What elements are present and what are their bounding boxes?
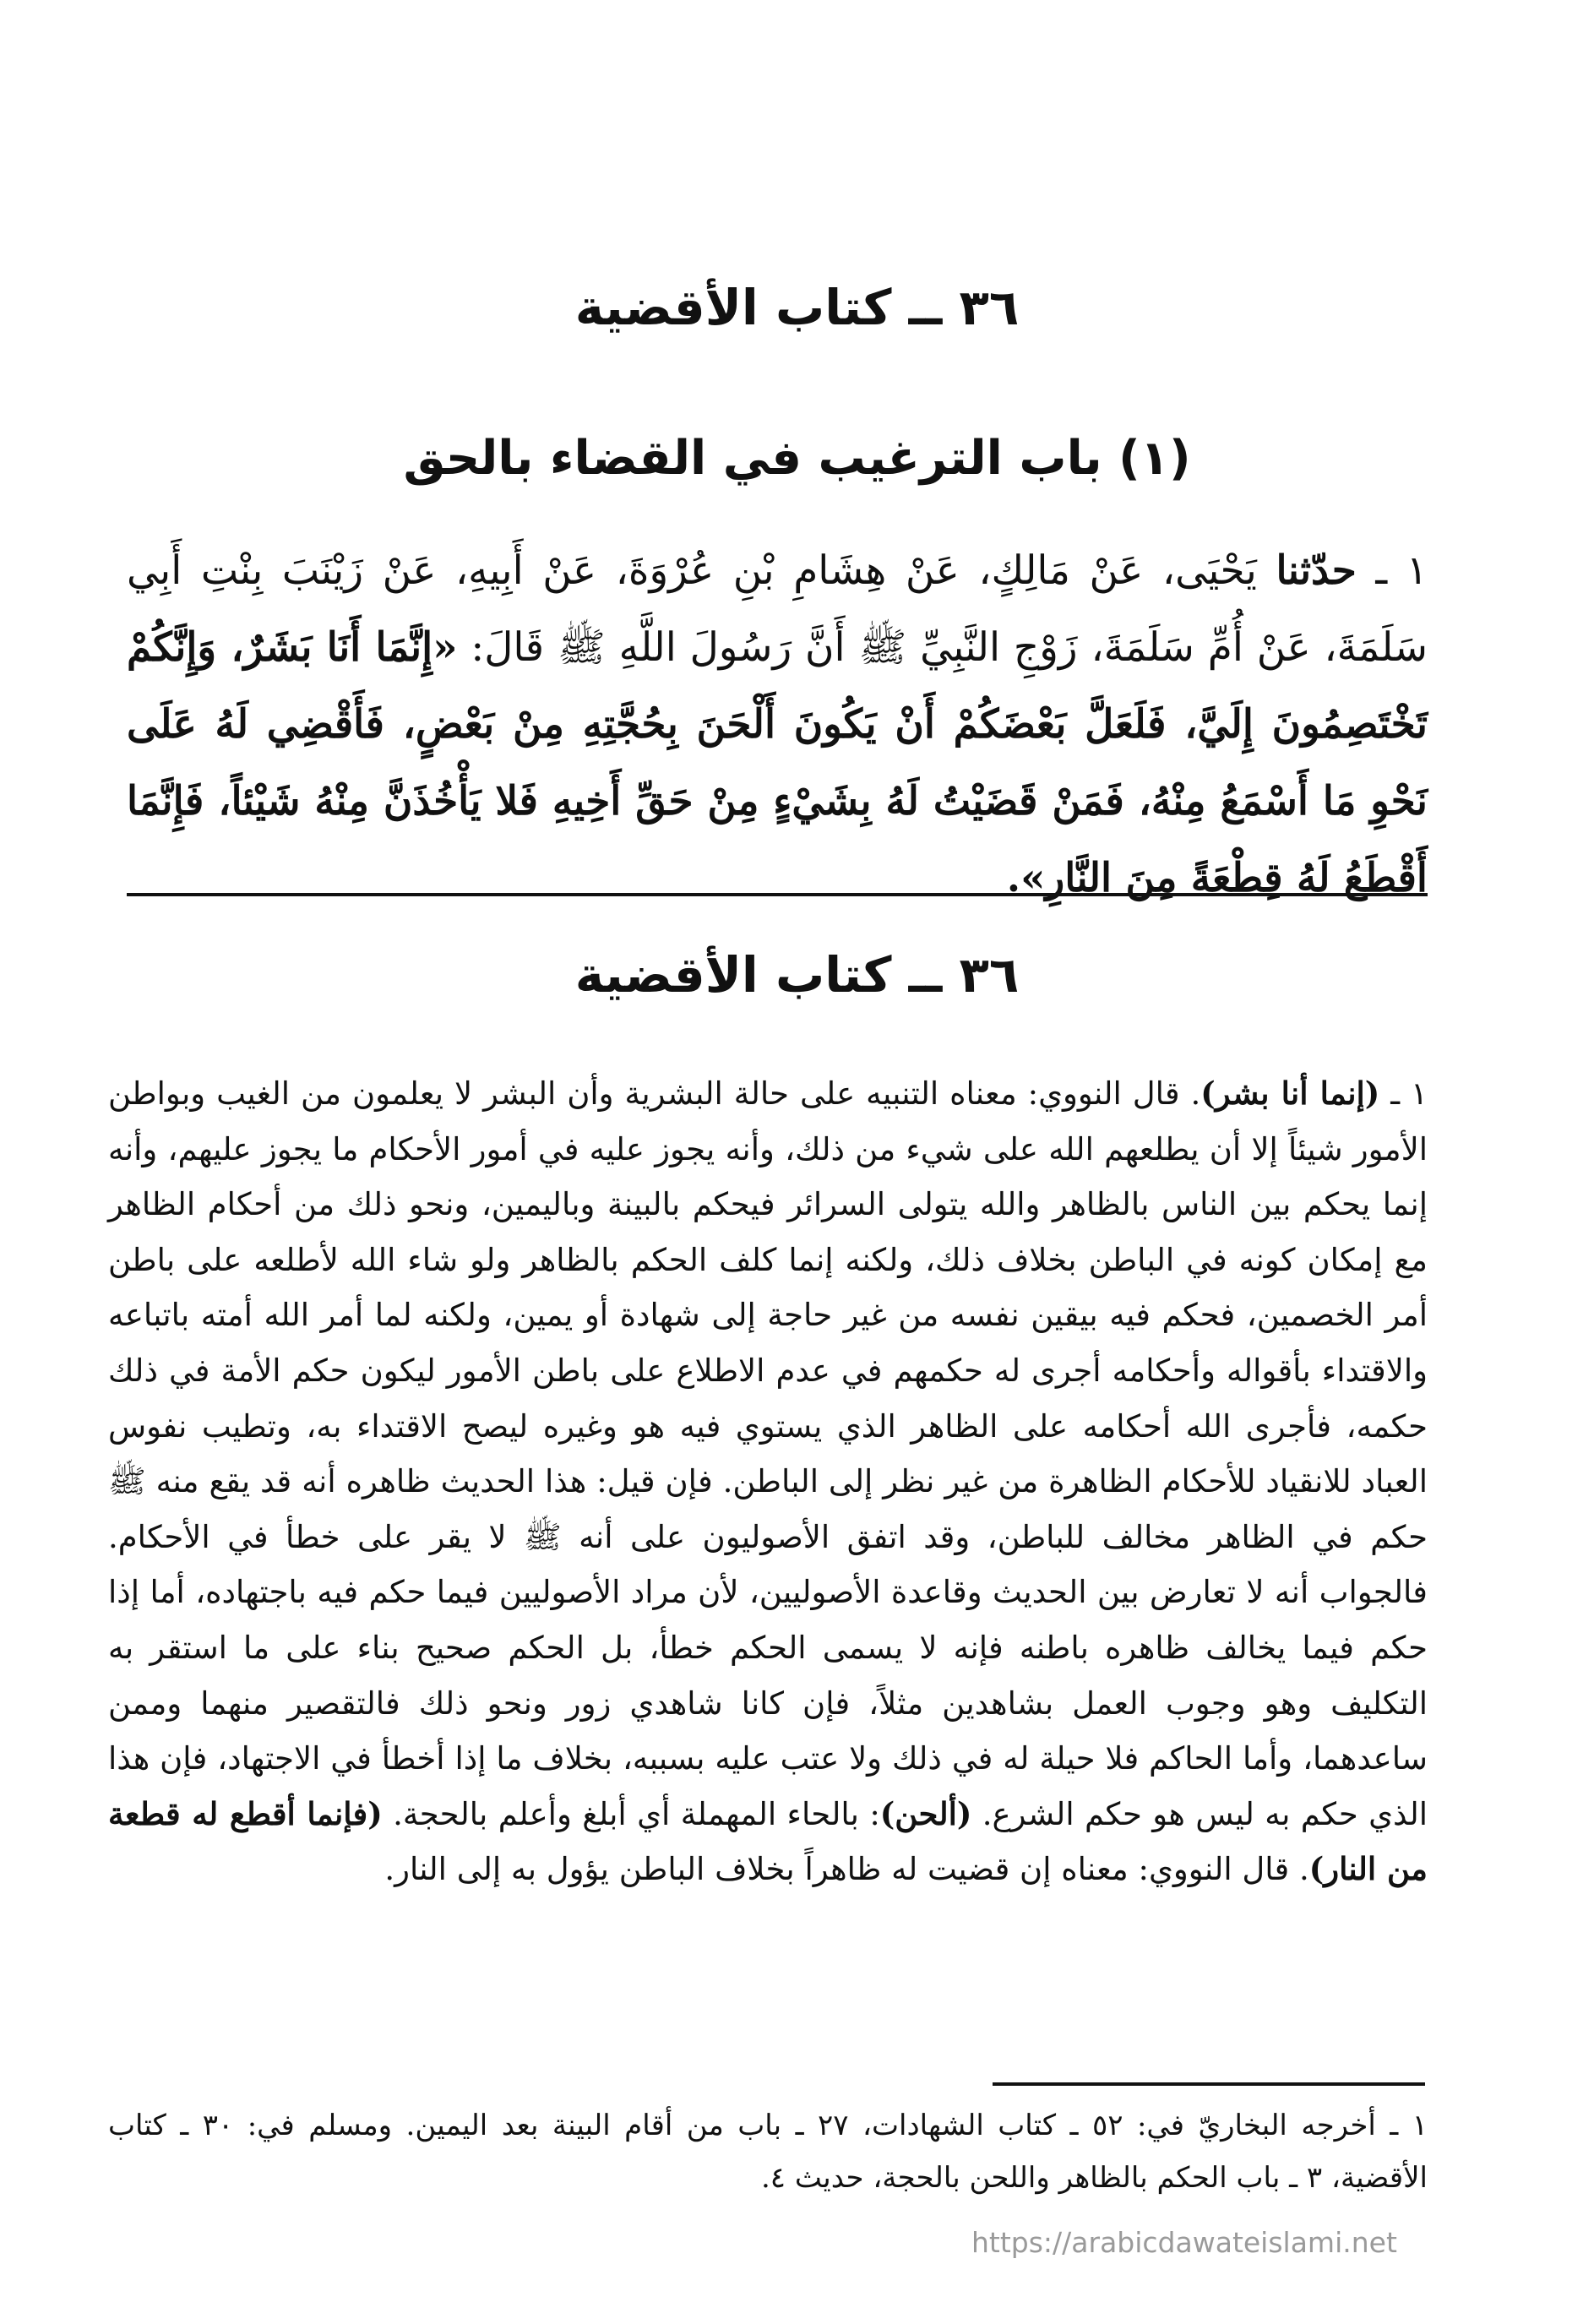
footnote: ١ ـ أخرجه البخاريّ في: ٥٢ ـ كتاب الشهادات، ٢٧ ـ باب من أقام البينة بعد اليمين. ومسلم في: ٣٠ ـ كتاب الأقضية، ٣ ـ باب الحكم بالظاهر واللحن بالحجة، حديث ٤. xyxy=(108,2109,1428,2195)
commentary-text-3: . قال النووي: معناه إن قضيت له ظاهراً بخلاف الباطن يؤول به إلى النار. xyxy=(384,1851,1309,1888)
commentary-text-1: . قال النووي: معناه التنبيه على حالة البشرية وأن البشر لا يعلمون من الغيب وبواطن الأمور شيئاً إلا أن يطلعهم الله على شيء من ذلك، وأنه يجوز عليه في أمور الأحكام ما يجوز عليهم، وأنه إنما يحكم بين الناس بالظاهر والله يتولى السرائر فيحكم بالبينة وباليمين، ونحو ذلك من أحكام الظاهر مع إمكان كونه في الباطن بخلاف ذلك، ولكنه إنما كلف الحكم بالظاهر ولو شاء الله لأطلعه على باطن أمر الخصمين، فحكم فيه بيقين نفسه من غير حاجة إلى شهادة أو يمين، ولكنه لما أمر الله أمته باتباعه والاقتداء بأقواله وأحكامه أجرى له حكمهم في عدم الاطلاع على باطن الأمور ليكون حكم الأمة في ذلك حكمه، فأجرى الله أحكامه على الظاهر الذي يستوي فيه هو وغيره ليصح الاقتداء به، وتطيب نفوس العباد للانقياد للأحكام الظاهرة من غير نظر إلى الباطن. فإن قيل: هذا الحديث ظاهره أنه قد يقع منه ﷺ حكم في الظاهر مخالف للباطن، وقد اتفق الأصوليون على أنه ﷺ لا يقر على خطأ في الأحكام. فالجواب أنه لا تعارض بين الحديث وقاعدة الأصوليين، لأن مراد الأصوليين فيما حكم فيه باجتهاده، أما إذا حكم فيما يخالف ظاهره باطنه فإنه لا يسمى الحكم خطأ، بل الحكم صحيح بناء على ما استقر به التكليف وهو وجوب العمل بشاهدين مثلاً، فإن كانا شاهدي زور ونحو ذلك فالتقصير منهما وممن ساعدهما، وأما الحاكم فلا حيلة له في ذلك ولا عتب عليه بسببه، بخلاف ما إذا أخطأ في الاجتهاد، فإن هذا الذي حكم به ليس هو حكم الشرع. xyxy=(108,1075,1428,1832)
commentary-term-1: (إنما أنا بشر) xyxy=(1200,1075,1380,1112)
commentary-term-3: (فإنما أقطع له قطعة من النار) xyxy=(108,1794,1428,1888)
hadith-matn: «إِنَّمَا أَنَا بَشَرٌ، وَإِنَّكُمْ تَخْتَصِمُونَ إِلَيَّ، فَلَعَلَّ بَعْضَكُمْ أَنْ يَكُونَ أَلْحَنَ بِحُجَّتِهِ مِنْ بَعْضٍ، فَأَقْضِي لَهُ عَلَى نَحْوِ مَا أَسْمَعُ مِنْهُ، فَمَنْ قَضَيْتُ لَهُ بِشَيْءٍ مِنْ حَقِّ أَخِيهِ فَلا يَأْخُذَنَّ مِنْهُ شَيْئاً، فَإِنَّمَا أَقْطَعُ لَهُ قِطْعَةً مِنَ النَّارِ». xyxy=(127,624,1428,901)
commentary-text-2: : بالحاء المهملة أي أبلغ وأعلم بالحجة. xyxy=(393,1795,880,1832)
commentary-text xyxy=(108,1066,1428,1897)
hadith-number: ١ ـ xyxy=(1375,547,1428,594)
book-heading: ٣٦ ــ كتاب الأقضية xyxy=(574,279,1020,336)
section-divider xyxy=(127,893,1428,896)
watermark-url: https://arabicdawateislami.net xyxy=(971,2226,1397,2259)
commentary-heading: ٣٦ ــ كتاب الأقضية xyxy=(574,946,1020,1004)
hadith-narration-lead: حدّثنا xyxy=(1276,547,1357,594)
hadith-text xyxy=(127,532,1428,917)
commentary-number: ١ ـ xyxy=(1390,1075,1428,1112)
chapter-heading: (١) باب الترغيب في القضاء بالحق xyxy=(403,431,1191,486)
hadith-isnad: يَحْيَى، عَنْ مَالِكٍ، عَنْ هِشَامِ بْنِ عُرْوَةَ، عَنْ أَبِيهِ، عَنْ زَيْنَبَ بِنْتِ أَبِي سَلَمَةَ، عَنْ أُمِّ سَلَمَةَ، زَوْجِ النَّبِيِّ ﷺ أَنَّ رَسُولَ اللَّهِ ﷺ قَالَ: xyxy=(127,547,1428,671)
commentary-term-2: (ألحن) xyxy=(879,1794,972,1832)
footnote-divider xyxy=(993,2082,1425,2086)
